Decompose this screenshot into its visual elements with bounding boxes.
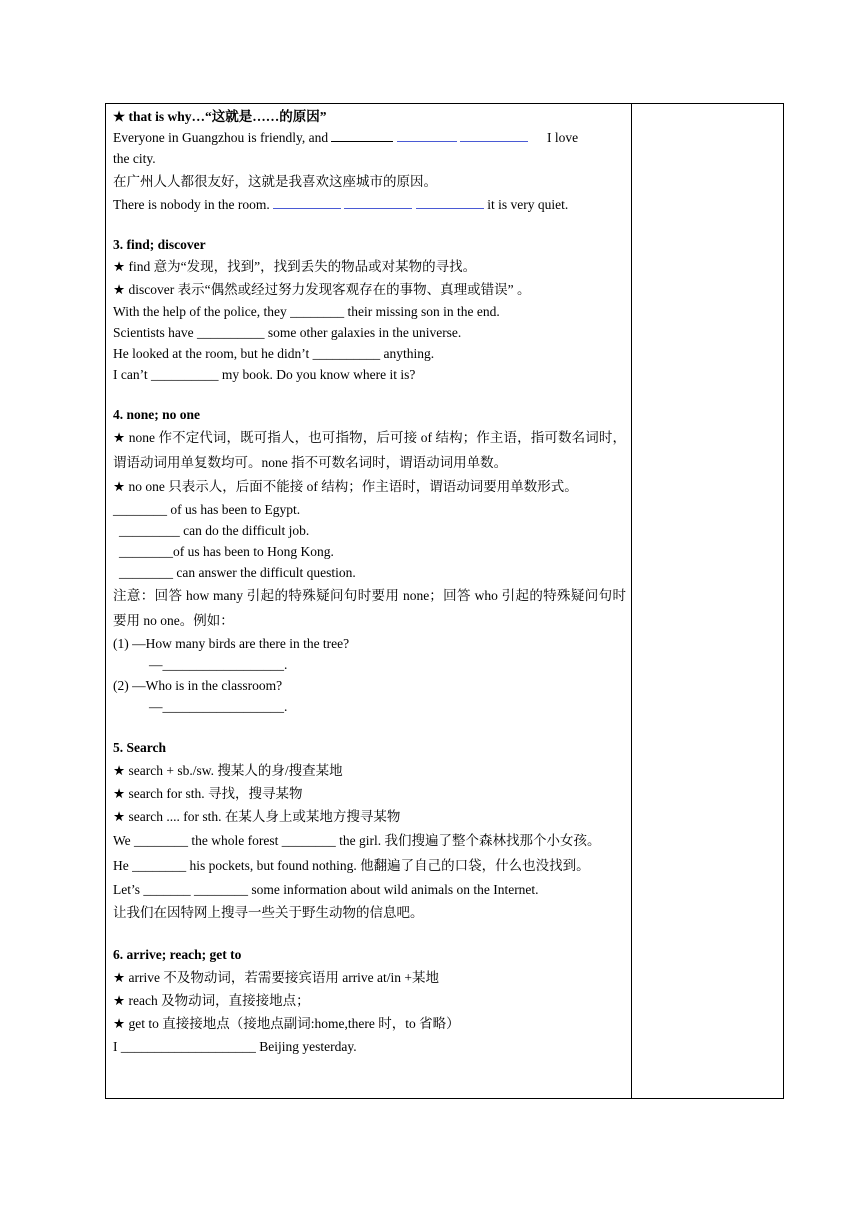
fill-blank[interactable] bbox=[331, 129, 393, 142]
example-sentence bbox=[113, 127, 626, 148]
fill-blank[interactable] bbox=[397, 129, 457, 142]
example-translation: 在广州人人都很友好，这就是我喜欢这座城市的原因。 bbox=[113, 174, 437, 189]
usage-note: ★ reach 及物动词，直接接地点； bbox=[113, 993, 310, 1008]
usage-note: ★ arrive 不及物动词，若需要接宾语用 arrive at/in +某地 bbox=[113, 970, 440, 985]
section-title-arrive-reach-get-to: 6. arrive; reach; get to bbox=[113, 947, 242, 962]
exercise-sentence: He ________ his pockets, but found nothing. 他翻遍了自己的口袋，什么也没找到。 bbox=[113, 858, 590, 873]
exercise-sentence: He looked at the room, but he didn’t __________ anything. bbox=[113, 346, 435, 361]
fill-blank[interactable] bbox=[273, 196, 341, 209]
sentence-part: There is nobody in the room. bbox=[113, 197, 270, 212]
question-1: (1) —How many birds are there in the tree? bbox=[113, 636, 350, 651]
usage-note: ★ get to 直接接地点（接地点副词:home,there 时，to 省略） bbox=[113, 1016, 460, 1031]
fill-blank[interactable] bbox=[344, 196, 412, 209]
exercise-sentence: I ____________________ Beijing yesterday. bbox=[113, 1039, 357, 1054]
section-title-find-discover: 3. find; discover bbox=[113, 237, 206, 252]
usage-note: ★ find 意为“发现，找到”，找到丢失的物品或对某物的寻找。 bbox=[113, 259, 477, 274]
lesson-table bbox=[105, 103, 784, 1099]
answer-2: —__________________. bbox=[149, 699, 288, 714]
attention-note: 注意：回答 how many 引起的特殊疑问句时要用 none；回答 who 引起的特殊疑问句时要用 no one。例如： bbox=[113, 588, 626, 628]
sentence-part: it is very quiet. bbox=[487, 197, 569, 212]
exercise-translation: 让我们在因特网上搜寻一些关于野生动物的信息吧。 bbox=[113, 905, 424, 920]
usage-note: ★ discover 表示“偶然或经过努力发现客观存在的事物、真理或错误” 。 bbox=[113, 282, 531, 297]
usage-note: ★ search + sb./sw. 搜某人的身/搜查某地 bbox=[113, 763, 343, 778]
sentence-part: I love bbox=[546, 130, 579, 145]
fill-blank[interactable] bbox=[416, 196, 484, 209]
section-title-search: 5. Search bbox=[113, 740, 166, 755]
exercise-sentence: ________ can answer the difficult question. bbox=[119, 565, 356, 580]
right-column-empty bbox=[632, 104, 783, 1098]
usage-note: ★ none 作不定代词，既可指人，也可指物，后可接 of 结构；作主语，指可数名词时，谓语动词用单复数均可。none 指不可数名词时，谓语动词用单数。 bbox=[113, 430, 626, 470]
sentence-part: Everyone in Guangzhou is friendly, and bbox=[113, 130, 329, 145]
exercise-sentence: ________of us has been to Hong Kong. bbox=[119, 544, 334, 559]
usage-note: ★ no one 只表示人，后面不能接 of 结构；作主语时，谓语动词要用单数形式。 bbox=[113, 479, 578, 494]
exercise-sentence: _________ can do the difficult job. bbox=[119, 523, 310, 538]
section-title-none-no-one: 4. none; no one bbox=[113, 407, 201, 422]
usage-note: ★ search .... for sth. 在某人身上或某地方搜寻某物 bbox=[113, 809, 401, 824]
example-sentence bbox=[113, 194, 626, 215]
answer-1: —__________________. bbox=[149, 657, 288, 672]
that-is-why-heading: ★ that is why…“这就是……的原因” bbox=[113, 109, 327, 124]
fill-blank[interactable] bbox=[460, 129, 528, 142]
exercise-sentence: Scientists have __________ some other galaxies in the universe. bbox=[113, 325, 462, 340]
question-2: (2) —Who is in the classroom? bbox=[113, 678, 283, 693]
exercise-sentence: Let’s _______ ________ some information about wild animals on the Internet. bbox=[113, 882, 539, 897]
example-sentence-continued: the city. bbox=[113, 151, 156, 166]
usage-note: ★ search for sth. 寻找，搜寻某物 bbox=[113, 786, 303, 801]
left-column-content bbox=[113, 106, 626, 1058]
exercise-sentence: ________ of us has been to Egypt. bbox=[113, 502, 301, 517]
exercise-sentence: I can’t __________ my book. Do you know where it is? bbox=[113, 367, 416, 382]
exercise-sentence: We ________ the whole forest ________ the girl. 我们搜遍了整个森林找那个小女孩。 bbox=[113, 833, 601, 848]
exercise-sentence: With the help of the police, they ________ their missing son in the end. bbox=[113, 304, 500, 319]
